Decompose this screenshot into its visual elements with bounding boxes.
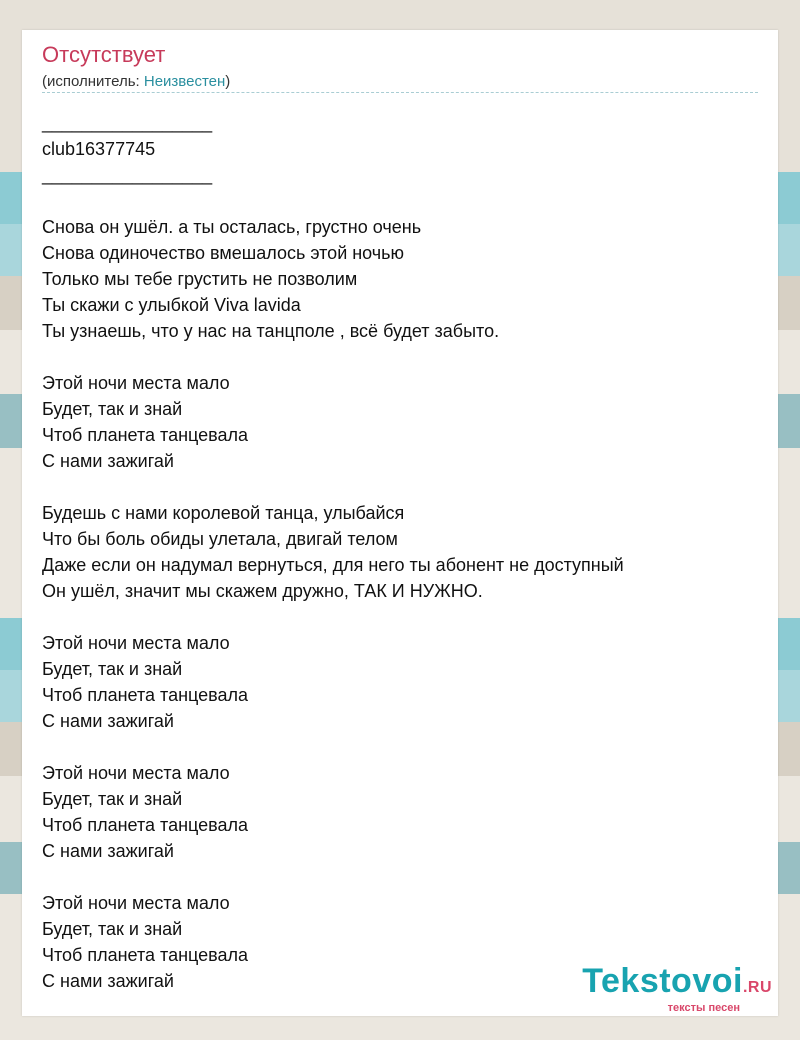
artist-prefix: (исполнитель: (42, 73, 144, 90)
artist-link[interactable]: Неизвестен (143, 73, 226, 90)
logo-name: Tekstovoi (582, 962, 743, 1000)
lyrics-text: _________________ club16377745 _________________ Снова он ушёл. а ты осталась, грустно очень Снова одиночество вмешалось этой ночью Только мы тебе грустить не позволим Ты скажи с улыбкой Viva lavida Ты узнаешь, что у нас на танцполе , всё будет забыто. Этой ночи места мало Будет, так и знай Чтоб планета танцевала С нами зажигай Будешь с нами королевой танца, улыбайся Что бы боль обиды улетала, двигай телом Даже если он надумал вернуться, для него ты абонент не доступный Он ушёл, значит мы скажем дружно, ТАК И НУЖНО. Этой ночи места мало Будет, так и знай Чтоб планета танцевала С нами зажигай Этой ночи места мало Будет, так и знай Чтоб планета танцевала С нами зажигай Этой ночи места мало Будет, так и знай Чтоб планета танцевала С нами зажигай (42, 113, 624, 991)
song-title: Отсутствует (42, 42, 166, 67)
logo-wordmark (582, 963, 772, 1006)
header-divider (42, 92, 758, 93)
site-logo[interactable] (582, 963, 772, 1014)
logo-tld: .RU (742, 979, 772, 996)
lyrics-card (22, 30, 778, 1016)
artist-line (42, 73, 230, 90)
artist-suffix: ) (225, 73, 231, 90)
logo-tagline: тексты песен (667, 1002, 740, 1014)
